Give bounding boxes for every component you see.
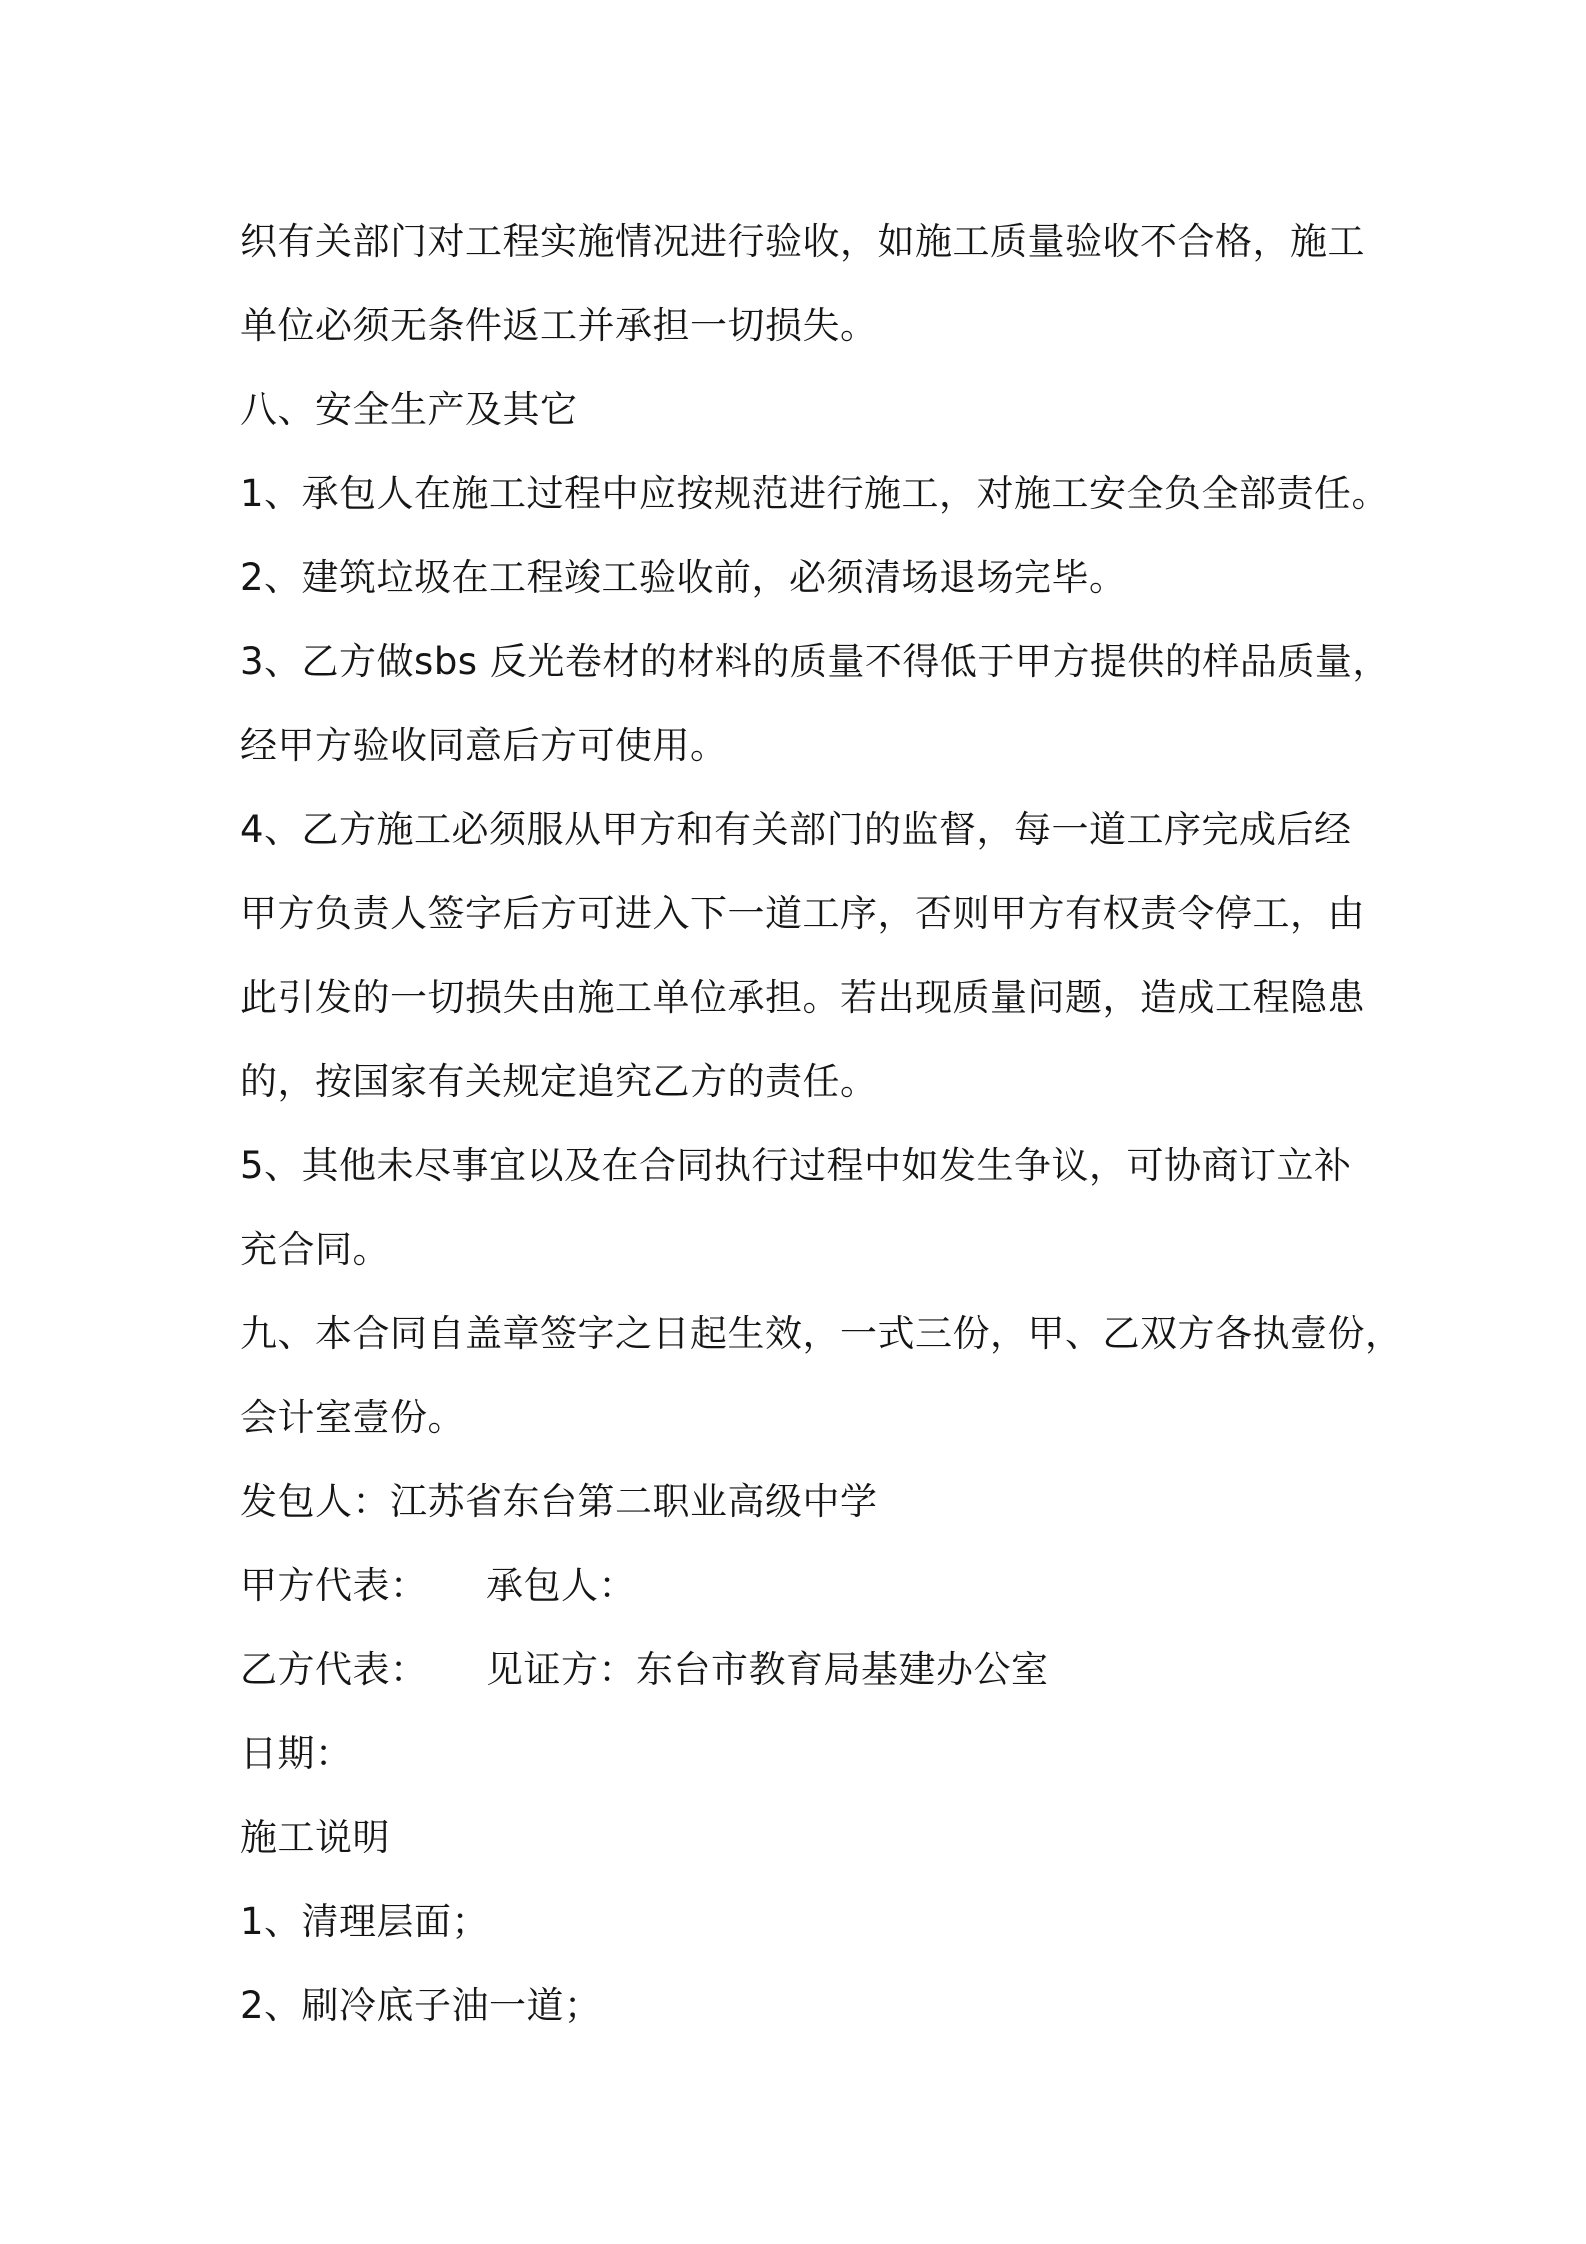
- date-label: 日期：: [240, 1732, 353, 1775]
- witness-label: 见证方：东台市教育局基建办公室: [486, 1648, 1049, 1691]
- construction-step: 1、清理层面；: [240, 1900, 490, 1943]
- clause-3-cont: 经甲方验收同意后方可使用。: [240, 724, 728, 767]
- section-heading-9: 九、本合同自盖章签字之日起生效，一式三份，甲、乙双方各执壹份，: [240, 1312, 1403, 1355]
- construction-step: 2、刷冷底子油一道；: [240, 1984, 602, 2027]
- paragraph-line: 单位必须无条件返工并承担一切损失。: [240, 304, 878, 347]
- construction-title: 施工说明: [240, 1816, 390, 1859]
- employer-line: 发包人：江苏省东台第二职业高级中学: [240, 1480, 878, 1523]
- clause-4-cont: 此引发的一切损失由施工单位承担。若出现质量问题，造成工程隐患: [240, 976, 1365, 1019]
- party-a-rep-label: 甲方代表：: [240, 1564, 428, 1607]
- clause-5-cont: 充合同。: [240, 1228, 390, 1271]
- clause-5: 5、其他未尽事宜以及在合同执行过程中如发生争议，可协商订立补: [240, 1144, 1352, 1187]
- contractor-label: 承包人：: [486, 1564, 636, 1607]
- clause-4-cont: 甲方负责人签字后方可进入下一道工序，否则甲方有权责令停工，由: [240, 892, 1365, 935]
- clause-2: 2、建筑垃圾在工程竣工验收前，必须清场退场完毕。: [240, 556, 1127, 599]
- signature-row-1: [240, 1544, 1390, 1628]
- clause-4: 4、乙方施工必须服从甲方和有关部门的监督，每一道工序完成后经: [240, 808, 1352, 851]
- paragraph-line: 织有关部门对工程实施情况进行验收，如施工质量验收不合格，施工: [240, 220, 1365, 263]
- party-b-rep-label: 乙方代表：: [240, 1648, 428, 1691]
- clause-1: 1、承包人在施工过程中应按规范进行施工，对施工安全负全部责任。: [240, 472, 1390, 515]
- signature-row-2: [240, 1628, 1390, 1712]
- document-body: [240, 200, 1403, 2048]
- section-9-cont: 会计室壹份。: [240, 1396, 465, 1439]
- clause-4-cont: 的，按国家有关规定追究乙方的责任。: [240, 1060, 878, 1103]
- clause-3: 3、乙方做sbs 反光卷材的材料的质量不得低于甲方提供的样品质量，: [240, 640, 1390, 683]
- section-heading-8: 八、安全生产及其它: [240, 388, 578, 431]
